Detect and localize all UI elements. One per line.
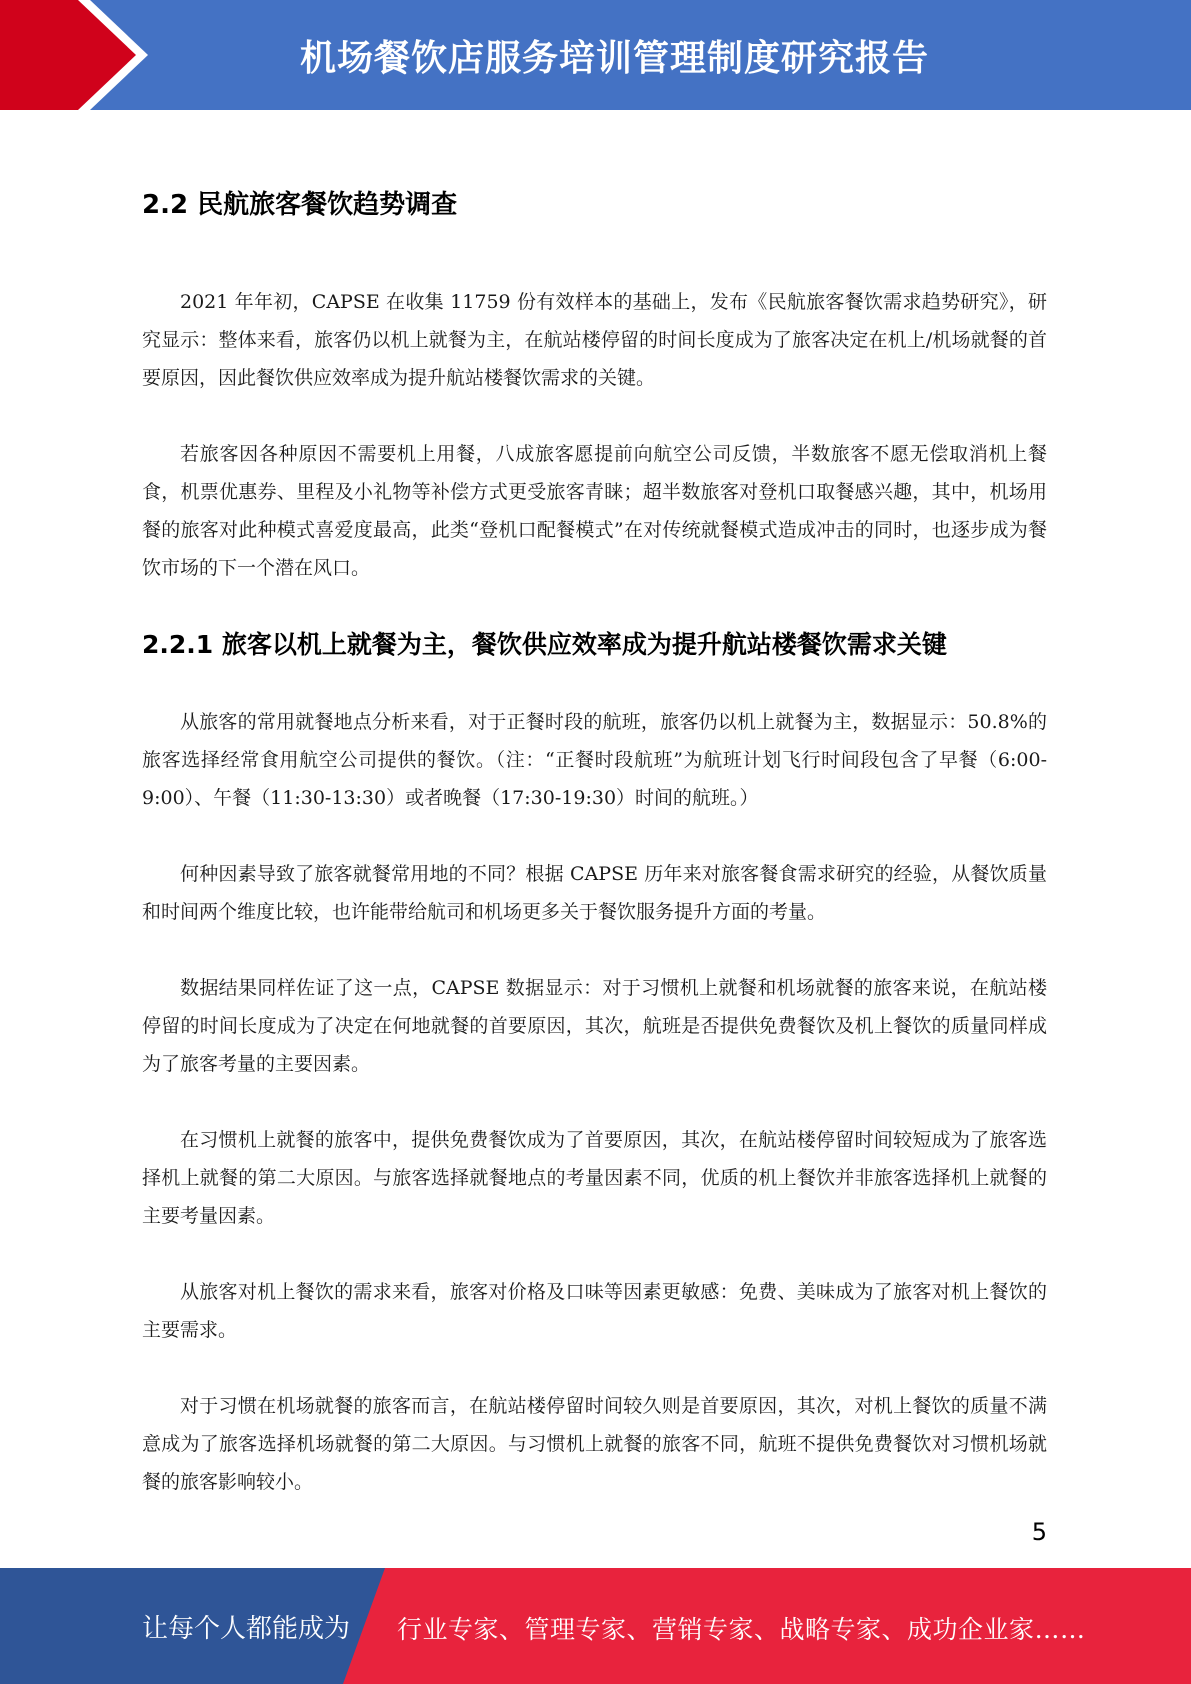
- page-number: 5: [1031, 1518, 1047, 1546]
- paragraph: 对于习惯在机场就餐的旅客而言，在航站楼停留时间较久则是首要原因，其次，对机上餐饮的质量不满意成为了旅客选择机场就餐的第二大原因。与习惯机上就餐的旅客不同，航班不提供免费餐饮对习惯机场就餐的旅客影响较小。: [142, 1395, 1047, 1493]
- document-title: 机场餐饮店服务培训管理制度研究报告: [300, 38, 930, 79]
- paragraph: 数据结果同样佐证了这一点，CAPSE 数据显示：对于习惯机上就餐和机场就餐的旅客来说，在航站楼停留的时间长度成为了决定在何地就餐的首要原因，其次，航班是否提供免费餐饮及机上餐饮的质量同样成为了旅客考量的主要因素。: [142, 977, 1047, 1075]
- paragraph: 在习惯机上就餐的旅客中，提供免费餐饮成为了首要原因，其次，在航站楼停留时间较短成为了旅客选择机上就餐的第二大原因。与旅客选择就餐地点的考量因素不同，优质的机上餐饮并非旅客选择机上就餐的主要考量因素。: [142, 1129, 1047, 1227]
- paragraph: 何种因素导致了旅客就餐常用地的不同？根据 CAPSE 历年来对旅客餐食需求研究的经验，从餐饮质量和时间两个维度比较，也许能带给航司和机场更多关于餐饮服务提升方面的考量。: [142, 863, 1047, 923]
- paragraph: 若旅客因各种原因不需要机上用餐，八成旅客愿提前向航空公司反馈，半数旅客不愿无偿取消机上餐食，机票优惠券、里程及小礼物等补偿方式更受旅客青睐；超半数旅客对登机口取餐感兴趣，其中，机场用餐的旅客对此种模式喜爱度最高，此类“登机口配餐模式”在对传统就餐模式造成冲击的同时，也逐步成为餐饮市场的下一个潜在风口。: [142, 443, 1047, 579]
- main-content: [142, 180, 1047, 1539]
- header-arrow-decoration: [0, 0, 160, 110]
- page-footer: [0, 1568, 1191, 1684]
- section-heading: 2.2 民航旅客餐饮趋势调查: [142, 190, 458, 220]
- paragraph: 从旅客的常用就餐地点分析来看，对于正餐时段的航班，旅客仍以机上就餐为主，数据显示：50.8%的旅客选择经常食用航空公司提供的餐饮。（注：“正餐时段航班”为航班计划飞行时间段包含了早餐（6:00-9:00）、午餐（11:30-13:30）或者晚餐（17:30-19:30）时间的航班。）: [142, 711, 1047, 809]
- paragraph: 2021 年年初，CAPSE 在收集 11759 份有效样本的基础上，发布《民航旅客餐饮需求趋势研究》，研究显示：整体来看，旅客仍以机上就餐为主，在航站楼停留的时间长度成为了旅客决定在机上/机场就餐的首要原因，因此餐饮供应效率成为提升航站楼餐饮需求的关键。: [142, 291, 1047, 389]
- paragraph: 从旅客对机上餐饮的需求来看，旅客对价格及口味等因素更敏感：免费、美味成为了旅客对机上餐饮的主要需求。: [142, 1281, 1047, 1341]
- subsection-heading: 2.2.1 旅客以机上就餐为主，餐饮供应效率成为提升航站楼餐饮需求关键: [142, 630, 947, 659]
- page-header: [0, 0, 1191, 110]
- footer-slogan-right: 行业专家、管理专家、营销专家、战略专家、成功企业家……: [397, 1615, 1086, 1644]
- footer-slogan-left: 让每个人都能成为: [142, 1614, 351, 1644]
